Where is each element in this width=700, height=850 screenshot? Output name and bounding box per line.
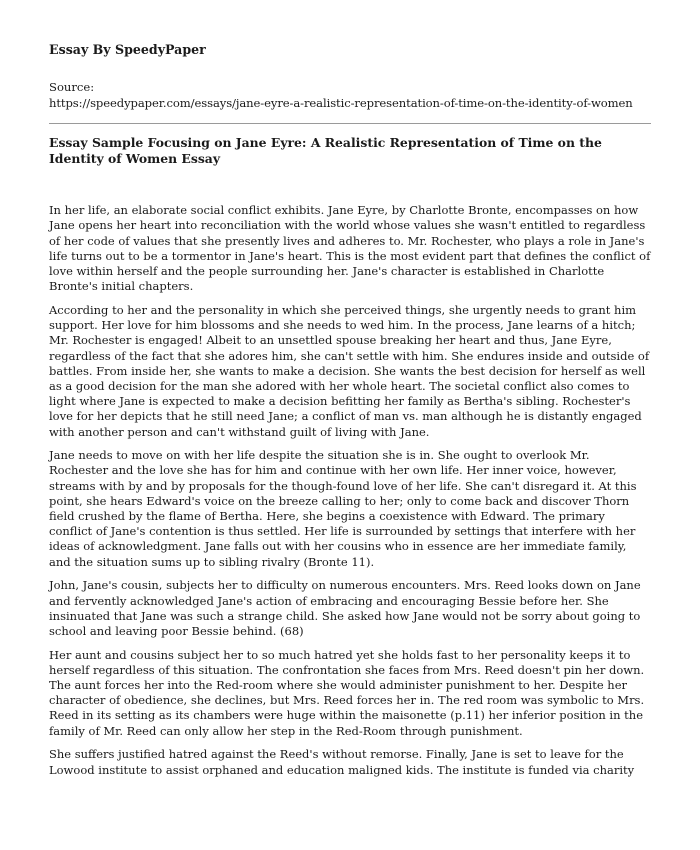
essay-body: [49, 203, 651, 778]
essay-title: Essay Sample Focusing on Jane Eyre: A Realistic Representation of Time on the Identity of Women Essay: [49, 135, 602, 166]
divider: [49, 123, 651, 124]
paragraph: John, Jane's cousin, subjects her to difficulty on numerous encounters. Mrs. Reed looks down on Jane and fervently acknowledged Jane's action of embracing and encouraging Bessie before her. She insinuated that Jane was such a strange child. She asked how Jane would not be sorry about going to school and leaving poor Bessie behind. (68): [49, 578, 641, 638]
paragraph: She suffers justified hatred against the Reed's without remorse. Finally, Jane is set to leave for the Lowood institute to assist orphaned and education maligned kids. The institute is funded via charity: [49, 747, 635, 777]
source-label: Source:: [49, 80, 95, 94]
paragraph: According to her and the personality in which she perceived things, she urgently needs to grant him support. Her love for him blossoms and she needs to wed him. In the process, Jane learns of a hitch; Mr. Rochester is engaged! Albeit to an unsettled spouse breaking her heart and thus, Jane Eyre, regardless of the fact that she adores him, she can't settle with him. She endures inside and outside of battles. From inside her, she wants to make a decision. She wants the best decision for herself as well as a good decision for the man she adored with her whole heart. The societal conflict also comes to light where Jane is expected to make a decision befitting her family as Bertha's sibling. Rochester's love for her depicts that he still need Jane; a conflict of man vs. man although he is distantly engaged with another person and can't withstand guilt of living with Jane.: [49, 302, 650, 439]
paragraph: In her life, an elaborate social conflict exhibits. Jane Eyre, by Charlotte Bronte, encompasses on how Jane opens her heart into reconciliation with the world whose values she wasn't entitled to regardless of her code of values that she presently lives and adheres to. Mr. Rochester, who plays a role in Jane's life turns out to be a tormentor in Jane's heart. This is the most evident part that defines the conflict of love within herself and the people surrounding her. Jane's character is established in Charlotte Bronte's initial chapters.: [49, 203, 651, 294]
source-url: https://speedypaper.com/essays/jane-eyre-a-realistic-representation-of-time-on-the-identity-of-women: [49, 95, 633, 110]
document-title: Essay By SpeedyPaper: [49, 42, 206, 57]
paragraph: Her aunt and cousins subject her to so much hatred yet she holds fast to her personality keeps it to herself regardless of this situation. The confrontation she faces from Mrs. Reed doesn't pin her down. The aunt forces her into the Red-room where she would administer punishment to her. Despite her character of obedience, she declines, but Mrs. Reed forces her in. The red room was symbolic to Mrs. Reed in its setting as its chambers were huge within the maisonette (p.11) her inferior position in the family of Mr. Reed can only allow her step in the Red-Room through punishment.: [49, 647, 645, 738]
paragraph: Jane needs to move on with her life despite the situation she is in. She ought to overlook Mr. Rochester and the love she has for him and continue with her own life. Her inner voice, however, streams with by and by proposals for the though-found love of her life. She can't disregard it. At this point, she hears Edward's voice on the breeze calling to her; only to come back and discover Thorn field crushed by the flame of Bertha. Here, she begins a coexistence with Edward. The primary conflict of Jane's contention is thus settled. Her life is surrounded by settings that interfere with her ideas of acknowledgment. Jane falls out with her cousins who in essence are her immediate family, and the situation sums up to sibling rivalry (Bronte 11).: [49, 448, 637, 569]
